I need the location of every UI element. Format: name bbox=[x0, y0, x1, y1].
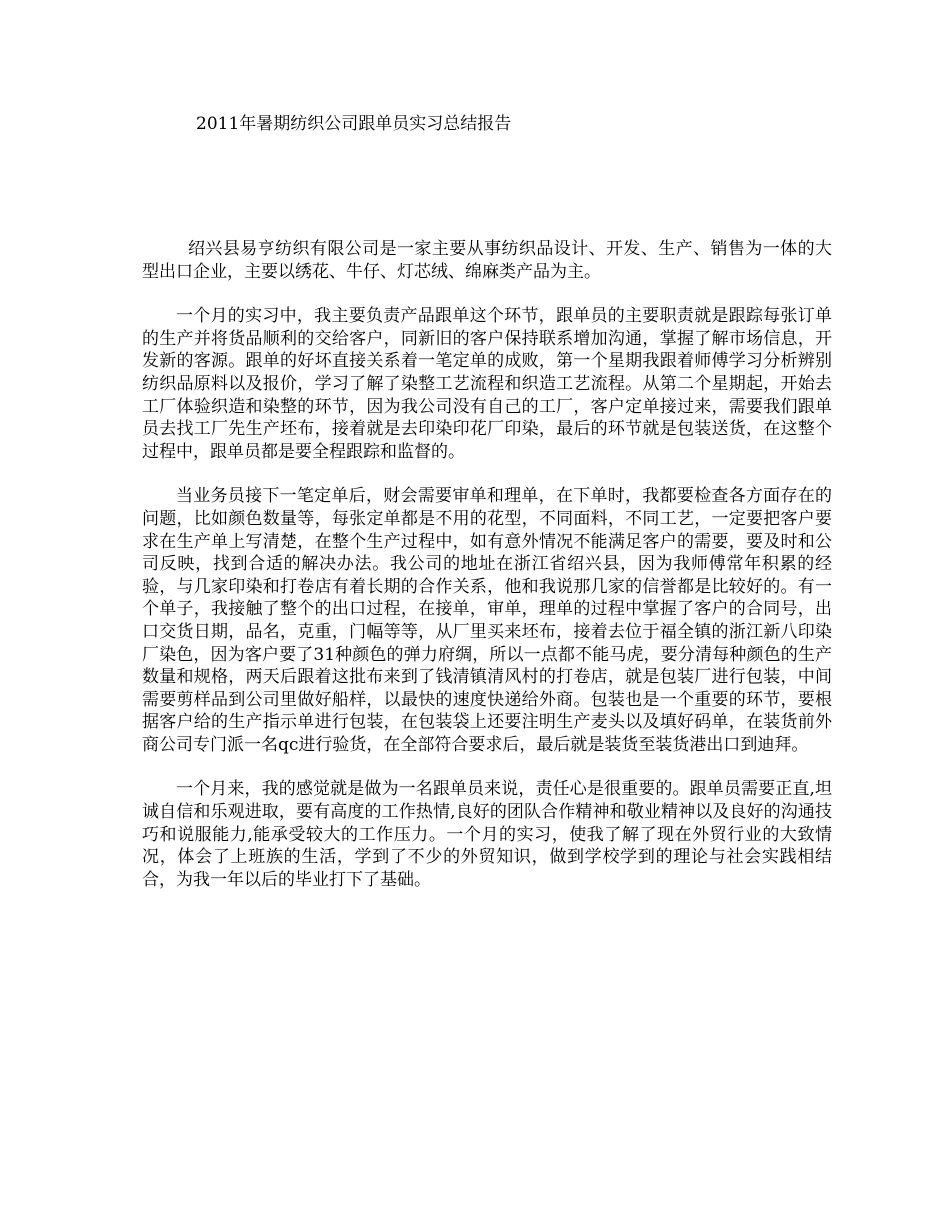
paragraph-reflection: 一个月来，我的感觉就是做为一名跟单员来说，责任心是很重要的。跟单员需要正直,坦诚自信和乐观进取，要有高度的工作热情,良好的团队合作精神和敬业精神以及良好的沟通技巧和说服能力,能承受较大的工作压力。一个月的实习，使我了解了现在外贸行业的大致情况，体会了上班族的生活，学到了不少的外贸知识，做到学校学到的理论与社会实践相结合，为我一年以后的毕业打下了基础。 bbox=[142, 779, 832, 890]
document-body bbox=[142, 238, 832, 913]
paragraph-order-process: 当业务员接下一笔定单后，财会需要审单和理单，在下单时，我都要检查各方面存在的问题，比如颜色数量等，每张定单都是不用的花型，不同面料，不同工艺，一定要把客户要求在生产单上写清楚，在整个生产过程中，如有意外情况不能满足客户的需要，要及时和公司反映，找到合适的解决办法。我公司的地址在浙江省绍兴县，因为我师傅常年积累的经验，与几家印染和打卷店有着长期的合作关系，他和我说那几家的信誉都是比较好的。有一个单子，我接触了整个的出口过程，在接单，审单，理单的过程中掌握了客户的合同号，出口交货日期，品名，克重，门幅等等，从厂里买来坯布，接着去位于福全镇的浙江新八印染厂染色，因为客户要了31种颜色的弹力府绸，所以一点都不能马虎，要分清每种颜色的生产数量和规格，两天后跟着这批布来到了钱清镇清风村的打卷店，就是包装厂进行包装，中间需要剪样品到公司里做好船样，以最快的速度快递给外商。包装也是一个重要的环节，要根据客户给的生产指示单进行包装，在包装袋上还要注明生产麦头以及填好码单，在装货前外商公司专门派一名qc进行验货，在全部符合要求后，最后就是装货至装货港出口到迪拜。 bbox=[142, 486, 832, 755]
document-title: 2011年暑期纺织公司跟单员实习总结报告 bbox=[196, 114, 512, 134]
paragraph-company-intro: 绍兴县易亨纺织有限公司是一家主要从事纺织品设计、开发、生产、销售为一体的大型出口企业，主要以绣花、牛仔、灯芯绒、绵麻类产品为主。 bbox=[142, 239, 832, 282]
paragraph-internship-duties: 一个月的实习中，我主要负责产品跟单这个环节，跟单员的主要职责就是跟踪每张订单的生产并将货品顺利的交给客户，同新旧的客户保持联系增加沟通，掌握了解市场信息，开发新的客源。跟单的好坏直接关系着一笔定单的成败，第一个星期我跟着师傅学习分析辨别纺织品原料以及报价，学习了解了染整工艺流程和织造工艺流程。从第二个星期起，开始去工厂体验织造和染整的环节，因为我公司没有自己的工厂，客户定单接过来，需要我们跟单员去找工厂先生产坯布，接着就是去印染印花厂印染，最后的环节就是包装送货，在这整个过程中，跟单员都是要全程跟踪和监督的。 bbox=[142, 306, 832, 462]
